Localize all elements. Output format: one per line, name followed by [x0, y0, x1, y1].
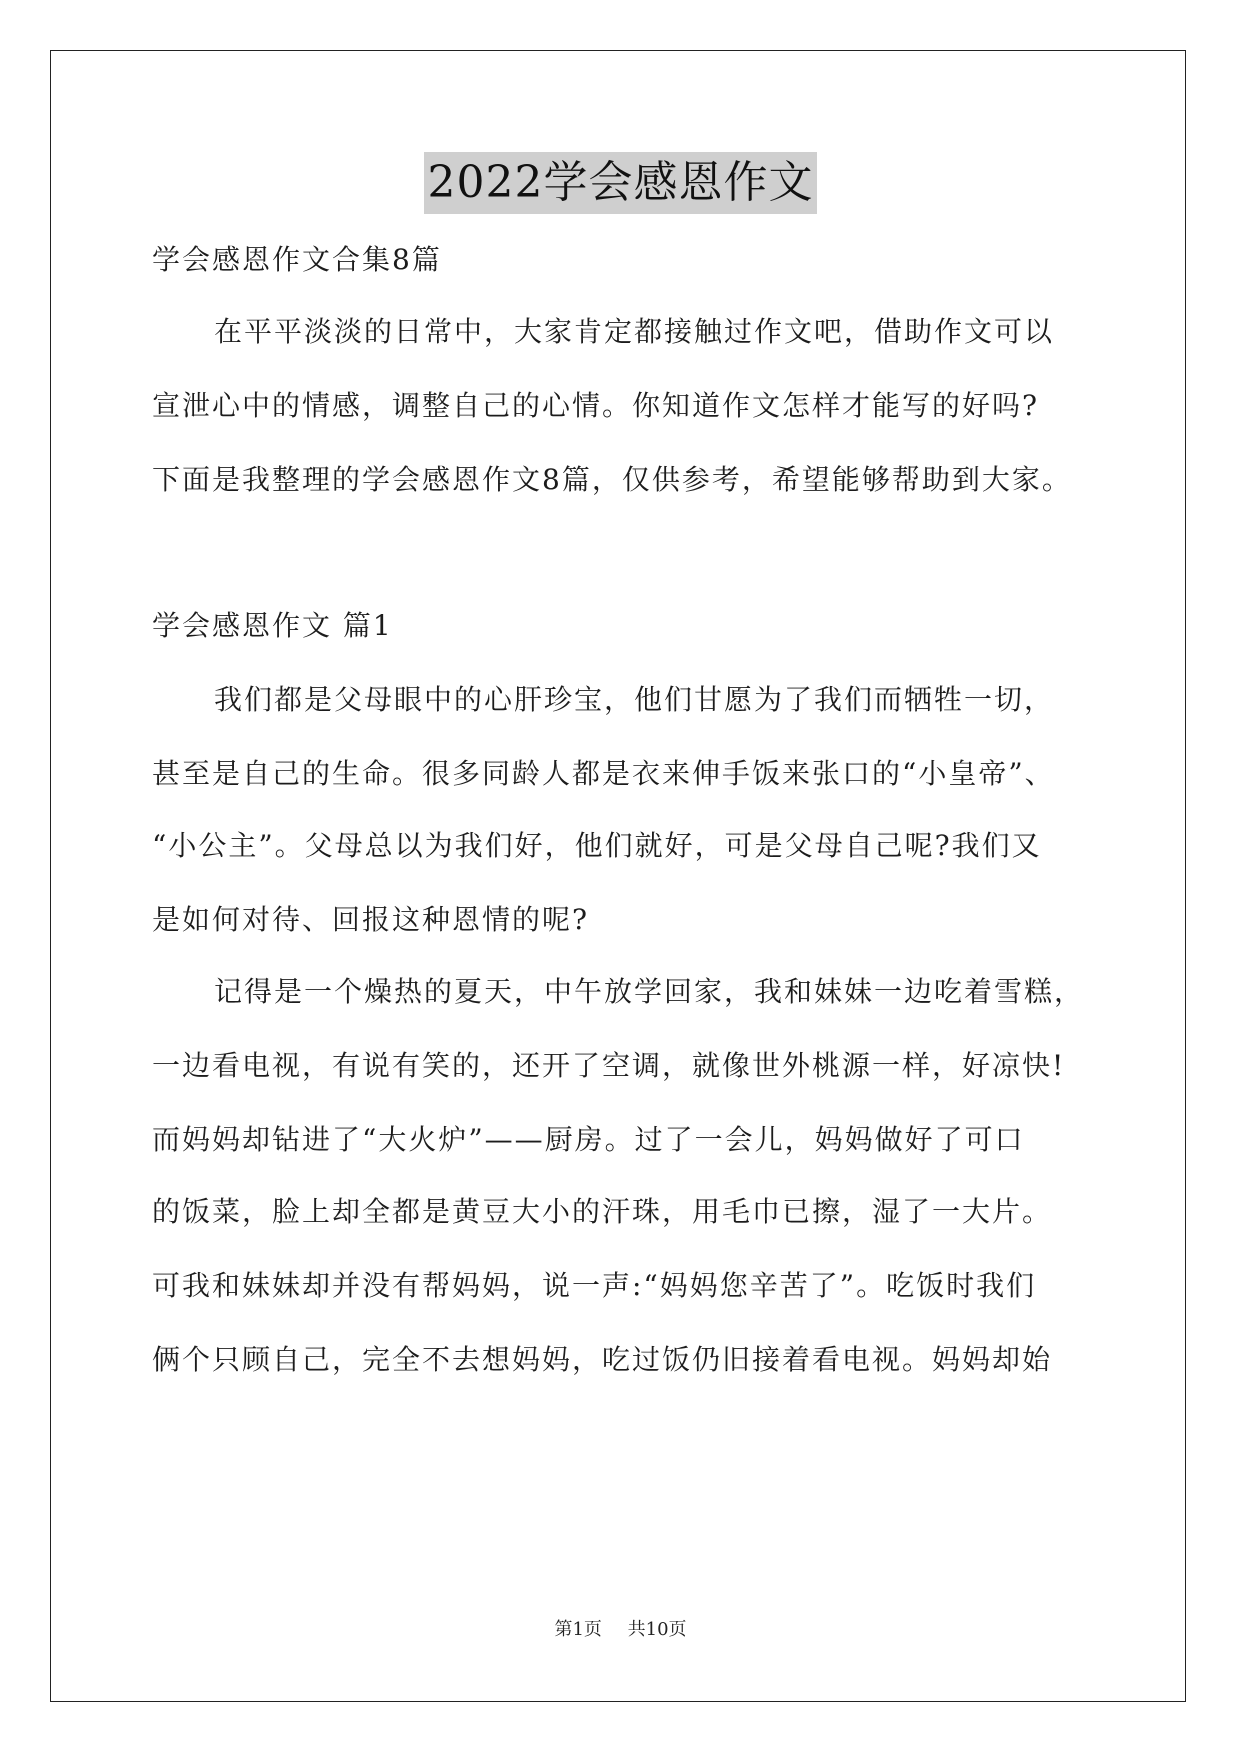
- paragraph-line: 而妈妈却钻进了“大火炉”——厨房。过了一会儿，妈妈做好了可口: [152, 1123, 1025, 1156]
- title-wrap: [0, 152, 1241, 214]
- page-footer: [0, 1618, 1241, 1642]
- paragraph-line: “小公主”。父母总以为我们好，他们就好，可是父母自己呢?我们又: [152, 829, 1042, 862]
- collection-heading: 学会感恩作文合集8篇: [152, 243, 442, 276]
- paragraph-line: 一边看电视，有说有笑的，还开了空调，就像世外桃源一样，好凉快!: [152, 1049, 1066, 1082]
- paragraph-line: 俩个只顾自己，完全不去想妈妈，吃过饭仍旧接着看电视。妈妈却始: [152, 1343, 1053, 1376]
- paragraph-line: 我们都是父母眼中的心肝珍宝，他们甘愿为了我们而牺牲一切，: [214, 683, 1055, 716]
- paragraph-line: 可我和妹妹却并没有帮妈妈，说一声:“妈妈您辛苦了”。吃饭时我们: [152, 1269, 1037, 1302]
- document-title: 2022学会感恩作文: [424, 152, 818, 214]
- section-heading: 学会感恩作文 篇1: [152, 609, 393, 642]
- paragraph-line: 下面是我整理的学会感恩作文8篇，仅供参考，希望能够帮助到大家。: [152, 463, 1072, 496]
- paragraph-line: 记得是一个燥热的夏天，中午放学回家，我和妹妹一边吃着雪糕，: [214, 975, 1085, 1008]
- page-total: 共10页: [627, 1619, 687, 1640]
- page-number: 第1页: [554, 1619, 602, 1640]
- page-border: [50, 50, 1186, 1702]
- paragraph-line: 的饭菜，脸上却全都是黄豆大小的汗珠，用毛巾已擦，湿了一大片。: [152, 1195, 1053, 1228]
- paragraph-line: 在平平淡淡的日常中，大家肯定都接触过作文吧，借助作文可以: [214, 315, 1055, 348]
- paragraph-line: 宣泄心中的情感，调整自己的心情。你知道作文怎样才能写的好吗?: [152, 389, 1040, 422]
- paragraph-line: 甚至是自己的生命。很多同龄人都是衣来伸手饭来张口的“小皇帝”、: [152, 757, 1055, 790]
- paragraph-line: 是如何对待、回报这种恩情的呢?: [152, 903, 590, 936]
